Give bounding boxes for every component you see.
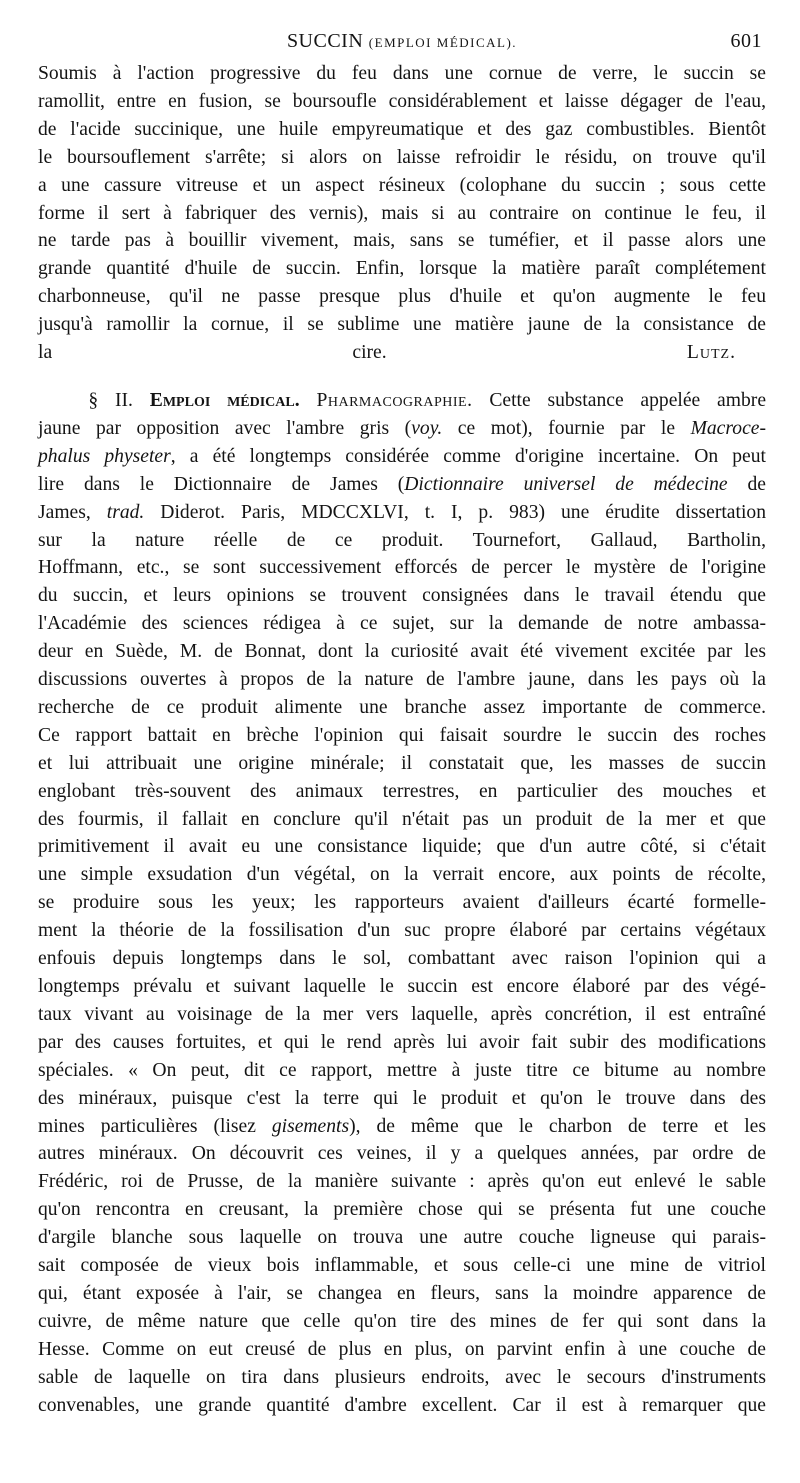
paragraph-distillation-end <box>38 339 766 367</box>
text-line: qui, étant exposée à l'air, se changea en fleurs, sans la moindre apparence de <box>38 1282 766 1304</box>
text-line <box>38 471 766 499</box>
section-gap <box>38 367 766 387</box>
running-head <box>38 30 766 60</box>
text-line: sable de laquelle on tira dans plusieurs endroits, avec le secours d'instruments <box>38 1366 766 1388</box>
paragraph-origin <box>38 527 766 1113</box>
text-line: taux vivant au voisinage de la mer vers laquelle, après concrétion, il est entraîné <box>38 1003 766 1025</box>
text-line: jusqu'à ramollir la cornue, il se sublime une matière jaune de la consistance de <box>38 314 766 336</box>
text-fragment: , a été longtemps considérée comme d'origine incertaine. On peut <box>170 445 766 467</box>
text-line <box>38 387 766 415</box>
section-marker: § II. <box>88 389 133 411</box>
closing-text: la cire. <box>38 342 387 364</box>
text-line: d'argile blanche sous laquelle on trouva une autre couche ligneuse qui parais- <box>38 1227 766 1249</box>
text-line: longtemps prévalu et suivant laquelle le succin est encore élaboré par des végé- <box>38 976 766 997</box>
text-line: le boursouflement s'arrête; si alors on laisse refroidir le résidu, on trouve qu'il <box>38 146 766 168</box>
text-line: sur la nature réelle de ce produit. Tournefort, Gallaud, Bartholin, <box>38 529 766 551</box>
text-fragment: de <box>727 473 766 495</box>
page-number: 601 <box>730 30 762 52</box>
text-line: des fourmis, il fallait en conclure qu'il n'était pas un produit de la mer et que <box>38 808 766 830</box>
text-line: a une cassure vitreuse et un aspect résineux (colophane du succin ; sous cette <box>38 174 766 196</box>
text-line <box>38 415 766 443</box>
text-line: sait composée de vieux bois inflammable, et sous celle-ci une mine de vitriol <box>38 1255 766 1277</box>
text-line: Hesse. Comme on eut creusé de plus en plus, on parvint enfin à une couche de <box>38 1338 766 1360</box>
text-fragment: ce mot), fournie par le <box>442 417 691 439</box>
text-line: autres minéraux. On découvrit ces veines, il y a quelques années, par ordre de <box>38 1143 766 1165</box>
running-title <box>38 30 766 53</box>
text-line: qu'on rencontra en creusant, la première chose qui se présenta fut une couche <box>38 1199 766 1221</box>
italic-fragment: Dictionnaire universel de médecine <box>404 473 728 495</box>
running-title-main: SUCCIN <box>286 30 364 52</box>
text-line: ne tarde pas à bouillir vivement, mais, sans se tuméfier, et il passe alors une <box>38 230 766 252</box>
text-line: spéciales. « On peut, dit ce rapport, mettre à juste titre ce bitume au nombre <box>38 1059 766 1081</box>
text-line: cuivre, de même nature que celle qu'on tire des mines de fer qui sont dans la <box>38 1310 766 1332</box>
text-line: et lui attribuait une origine minérale; il constatait que, les masses de succin <box>38 752 766 774</box>
text-line: deur en Suède, M. de Bonnat, dont la curiosité avait été vivement excitée par les <box>38 641 766 663</box>
text-line <box>38 1113 766 1141</box>
section-heading-block <box>38 387 766 527</box>
text-line: englobant très-souvent des animaux terrestres, en particulier des mouches et <box>38 780 766 802</box>
text-line <box>38 339 766 367</box>
paragraph-distillation <box>38 60 766 339</box>
text-line <box>38 443 766 471</box>
text-line: enfouis depuis longtemps dans le sol, combattant avec raison l'opinion qui a <box>38 948 766 970</box>
text-fragment: James, <box>38 501 107 523</box>
text-line: charbonneuse, qu'il ne passe presque plus d'huile et qu'on augmente le feu <box>38 286 766 308</box>
text-line: ment la théorie de la fossilisation d'un suc propre élaboré par certains végétaux <box>38 920 766 942</box>
text-fragment: Diderot. Paris, MDCCXLVI, t. I, p. 983) une érudite dissertation <box>144 501 766 523</box>
text-line: des minéraux, puisque c'est la terre qui le produit et qu'on le trouve dans des <box>38 1087 766 1109</box>
text-line: une simple exsudation d'un végétal, on la verrait encore, aux points de récolte, <box>38 864 766 886</box>
text-line: par des causes fortuites, et qui le rend après lui avoir fait subir des modifications <box>38 1031 766 1053</box>
author-signature: Lutz. <box>686 342 736 364</box>
text-line: de l'acide succinique, une huile empyreumatique et des gaz combustibles. Bientôt <box>38 118 766 140</box>
section-subheading: Pharmacographie. <box>316 389 473 411</box>
paragraph-origin-continued <box>38 1140 766 1419</box>
italic-fragment: trad. <box>106 501 145 523</box>
text-fragment: mines particulières (lisez <box>38 1115 272 1137</box>
text-fragment: Cette substance appelée ambre <box>489 389 767 411</box>
text-line <box>38 499 766 527</box>
text-line: recherche de ce produit alimente une branche assez importante de commerce. <box>38 696 766 718</box>
text-line: l'Académie des sciences rédigea à ce sujet, sur la demande de notre ambassa- <box>38 613 766 635</box>
text-line: discussions ouvertes à propos de la nature de l'ambre jaune, dans les pays où la <box>38 669 766 691</box>
text-line: Ce rapport battait en brèche l'opinion qui faisait sourdre le succin des roches <box>38 724 766 746</box>
italic-fragment: Macroce- <box>690 417 766 439</box>
section-heading: Emploi médical. <box>149 389 300 411</box>
text-fragment: ), de même que le charbon de terre et les <box>349 1115 766 1137</box>
italic-fragment: phalus physeter <box>38 445 171 467</box>
text-line: grande quantité d'huile de succin. Enfin, lorsque la matière paraît complétement <box>38 258 766 280</box>
text-fragment: lire dans le Dictionnaire de James ( <box>38 473 405 495</box>
text-line: Frédéric, roi de Prusse, de la manière suivante : après qu'on eut enlevé le sable <box>38 1171 766 1193</box>
text-line: Soumis à l'action progressive du feu dans une cornue de verre, le succin se <box>38 63 766 84</box>
text-fragment: jaune par opposition avec l'ambre gris ( <box>38 417 412 439</box>
paragraph-origin-gisements <box>38 1113 766 1141</box>
text-line: convenables, une grande quantité d'ambre excellent. Car il est à remarquer que <box>38 1394 766 1416</box>
text-line: se produire sous les yeux; les rapporteurs avaient d'ailleurs écarté formelle- <box>38 892 766 914</box>
running-title-sub: (EMPLOI MÉDICAL). <box>368 35 518 50</box>
text-line: ramollit, entre en fusion, se boursoufle considérablement et laisse dégager de l'eau, <box>38 90 766 112</box>
text-line: du succin, et leurs opinions se trouvent consignées dans le travail étendu que <box>38 585 766 607</box>
text-line: forme il sert à fabriquer des vernis), mais si au contraire on continue le feu, il <box>38 202 766 224</box>
text-line: primitivement il avait eu une consistance liquide; que d'un autre côté, si c'était <box>38 836 766 858</box>
text-line: Hoffmann, etc., se sont successivement efforcés de percer le mystère de l'origine <box>38 557 766 579</box>
italic-fragment: gisements <box>271 1115 350 1137</box>
italic-fragment: voy. <box>411 417 443 439</box>
